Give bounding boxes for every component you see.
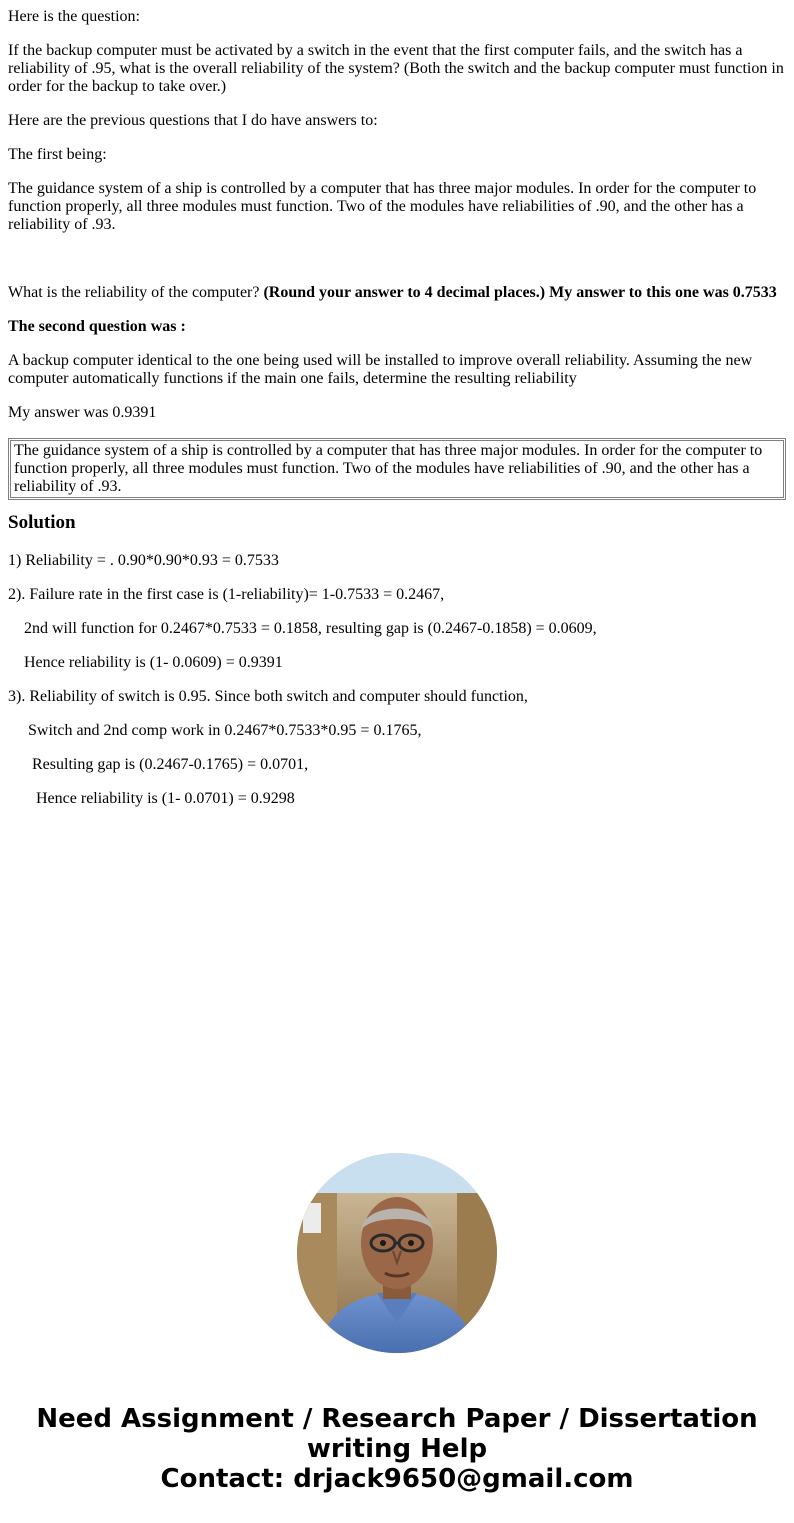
solution-line-1: 1) Reliability = . 0.90*0.90*0.93 = 0.7533: [8, 552, 279, 569]
solution-line-6: Switch and 2nd comp work in 0.2467*0.7533*0.95 = 0.1765,: [28, 722, 422, 739]
question-one: [8, 284, 786, 302]
footer-contact: Contact: drjack9650@gmail.com: [160, 1464, 634, 1494]
boxed-cell: The guidance system of a ship is controlled by a computer that has three major modules. In order for the computer to function properly, all three modules must function. Two of the modules have reliabilities of .90, and the other has a reliability of .93.: [10, 440, 784, 498]
solution-line-8: Hence reliability is (1- 0.0701) = 0.9298: [36, 790, 295, 807]
solution-line-7: Resulting gap is (0.2467-0.1765) = 0.0701,: [32, 756, 309, 773]
second-question-label: The second question was :: [8, 318, 186, 335]
first-being-label: The first being:: [8, 146, 107, 163]
question-intro: Here is the question:: [8, 8, 140, 25]
question-text: If the backup computer must be activated by a switch in the event that the first computer fails, and the switch has a reliability of .95, what is the overall reliability of the system? (Both the switch and the backup computer must function in order for the backup to take over.): [8, 42, 784, 95]
guidance-text: The guidance system of a ship is controlled by a computer that has three major modules. In order for the computer to function properly, all three modules must function. Two of the modules have reliabilities of .90, and the other has a reliability of .93.: [8, 180, 757, 233]
solution-heading: Solution: [8, 512, 76, 533]
footer-line-2: writing Help: [306, 1434, 488, 1464]
spacer: [8, 250, 786, 284]
solution-line-2: 2). Failure rate in the first case is (1-reliability)= 1-0.7533 = 0.2467,: [8, 586, 445, 603]
author-avatar: [297, 1153, 497, 1353]
solution-line-4: Hence reliability is (1- 0.0609) = 0.9391: [24, 654, 283, 671]
question-one-bold: (Round your answer to 4 decimal places.) My answer to this one was 0.7533: [263, 284, 777, 301]
question-one-text: What is the reliability of the computer?: [8, 284, 264, 301]
solution-line-3: 2nd will function for 0.2467*0.7533 = 0.1858, resulting gap is (0.2467-0.1858) = 0.0609,: [24, 620, 597, 637]
my-answer: My answer was 0.9391: [8, 404, 157, 421]
boxed-table: [8, 438, 786, 500]
second-question-text: A backup computer identical to the one being used will be installed to improve overall reliability. Assuming the new computer automatically functions if the main one fails, determine the resulting reliability: [8, 352, 753, 387]
previous-intro: Here are the previous questions that I do have answers to:: [8, 112, 378, 129]
avatar-photo: [297, 1153, 497, 1353]
solution-line-5: 3). Reliability of switch is 0.95. Since both switch and computer should function,: [8, 688, 528, 705]
footer-line-1: Need Assignment / Research Paper / Dissertation: [36, 1404, 758, 1434]
footer-ad: [0, 1404, 794, 1494]
